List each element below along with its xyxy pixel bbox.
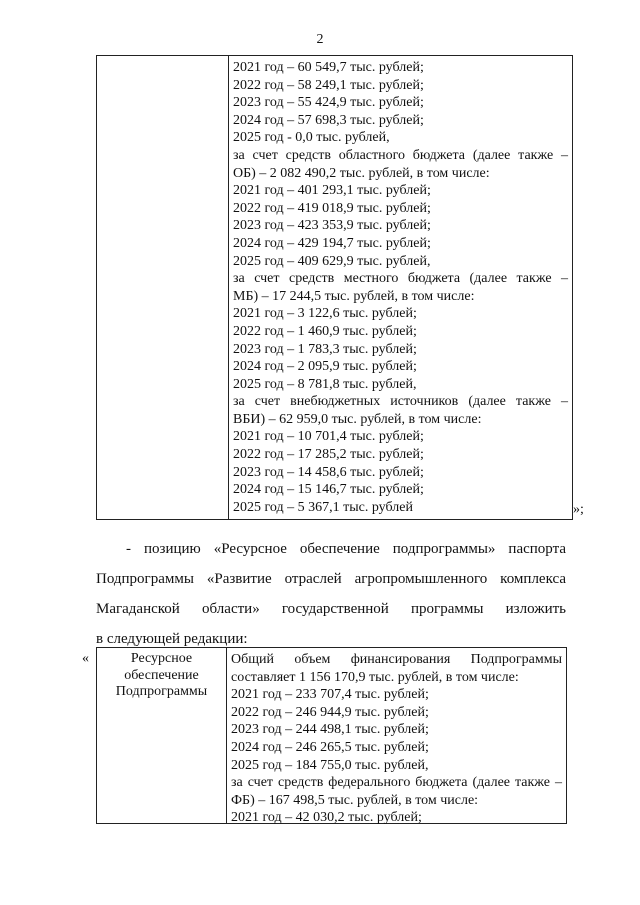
table-line: 2021 год – 60 549,7 тыс. рублей;	[233, 60, 424, 75]
row-header-line: Ресурсное	[130, 651, 193, 666]
table-line: ОБ) – 2 082 490,2 тыс. рублей, в том числе:	[233, 165, 490, 181]
opening-quote: «	[82, 651, 89, 666]
table-left-cell	[97, 648, 227, 823]
row-header-line: обеспечение	[124, 667, 199, 683]
paragraph-line: Магаданской области» государственной программы изложить	[96, 601, 566, 617]
table-line: 2025 год – 184 755,0 тыс. рублей,	[231, 757, 429, 773]
table-line: 2024 год – 246 265,5 тыс. рублей;	[231, 739, 429, 755]
table-line: 2023 год – 55 424,9 тыс. рублей;	[233, 95, 424, 111]
table-line: 2021 год – 10 701,4 тыс. рублей;	[233, 429, 424, 445]
table-right-cell	[229, 56, 572, 519]
table-line: 2023 год – 1 783,3 тыс. рублей;	[233, 341, 417, 357]
paragraph-line: Подпрограммы «Развитие отраслей агропромышленного комплекса	[96, 571, 566, 587]
row-header-line: Подпрограммы	[115, 684, 208, 699]
paragraph-line: - позицию «Ресурсное обеспечение подпрограммы» паспорта	[126, 541, 566, 557]
table-line: 2022 год – 17 285,2 тыс. рублей;	[233, 447, 424, 463]
table-line: МБ) – 17 244,5 тыс. рублей, в том числе:	[233, 288, 475, 304]
table-line: 2024 год – 15 146,7 тыс. рублей;	[233, 482, 424, 498]
table-line: 2025 год - 0,0 тыс. рублей,	[233, 130, 390, 146]
table-line: 2025 год – 8 781,8 тыс. рублей,	[233, 376, 417, 392]
table-line: за счет внебюджетных источников (далее также –	[233, 394, 568, 410]
table-line: 2021 год – 3 122,6 тыс. рублей;	[233, 306, 417, 322]
table-line: за счет средств федерального бюджета (далее также –	[231, 775, 562, 791]
table-line: 2024 год – 57 698,3 тыс. рублей;	[233, 112, 424, 128]
table-line: 2022 год – 1 460,9 тыс. рублей;	[233, 323, 417, 339]
table-line: 2022 год – 246 944,9 тыс. рублей;	[231, 704, 429, 720]
table-line: 2021 год – 42 030,2 тыс. рублей;	[231, 810, 422, 826]
amendment-paragraph	[96, 534, 566, 654]
table-line: 2021 год – 233 707,4 тыс. рублей;	[231, 687, 429, 703]
table-line: 2025 год – 409 629,9 тыс. рублей,	[233, 253, 431, 269]
table-line: 2025 год – 5 367,1 тыс. рублей	[233, 499, 413, 515]
table-line: ВБИ) – 62 959,0 тыс. рублей, в том числе:	[233, 411, 482, 427]
table-line: 2023 год – 244 498,1 тыс. рублей;	[231, 722, 429, 738]
table-line: 2021 год – 401 293,1 тыс. рублей;	[233, 183, 431, 199]
table-line: за счет средств местного бюджета (далее также –	[233, 271, 568, 287]
table-line: ФБ) – 167 498,5 тыс. рублей, в том числе:	[231, 792, 479, 808]
table-line: 2023 год – 14 458,6 тыс. рублей;	[233, 464, 424, 480]
table-line: 2024 год – 429 194,7 тыс. рублей;	[233, 235, 431, 251]
table-left-cell-empty	[97, 56, 229, 519]
closing-quote: »;	[573, 502, 584, 517]
page-number: 2	[316, 32, 324, 47]
table-line: Общий объем финансирования Подпрограммы	[231, 652, 562, 667]
resource-provision-table	[96, 647, 567, 824]
table-line: 2024 год – 2 095,9 тыс. рублей;	[233, 359, 417, 375]
table-line: 2023 год – 423 353,9 тыс. рублей;	[233, 218, 431, 234]
table-right-cell	[227, 648, 566, 826]
funding-table-continued	[96, 55, 573, 520]
paragraph-line: в следующей редакции:	[96, 631, 248, 647]
table-line: 2022 год – 58 249,1 тыс. рублей;	[233, 77, 424, 93]
table-line: составляет 1 156 170,9 тыс. рублей, в том числе:	[231, 669, 519, 685]
table-line: за счет средств областного бюджета (далее также –	[233, 147, 568, 163]
table-line: 2022 год – 419 018,9 тыс. рублей;	[233, 200, 431, 216]
